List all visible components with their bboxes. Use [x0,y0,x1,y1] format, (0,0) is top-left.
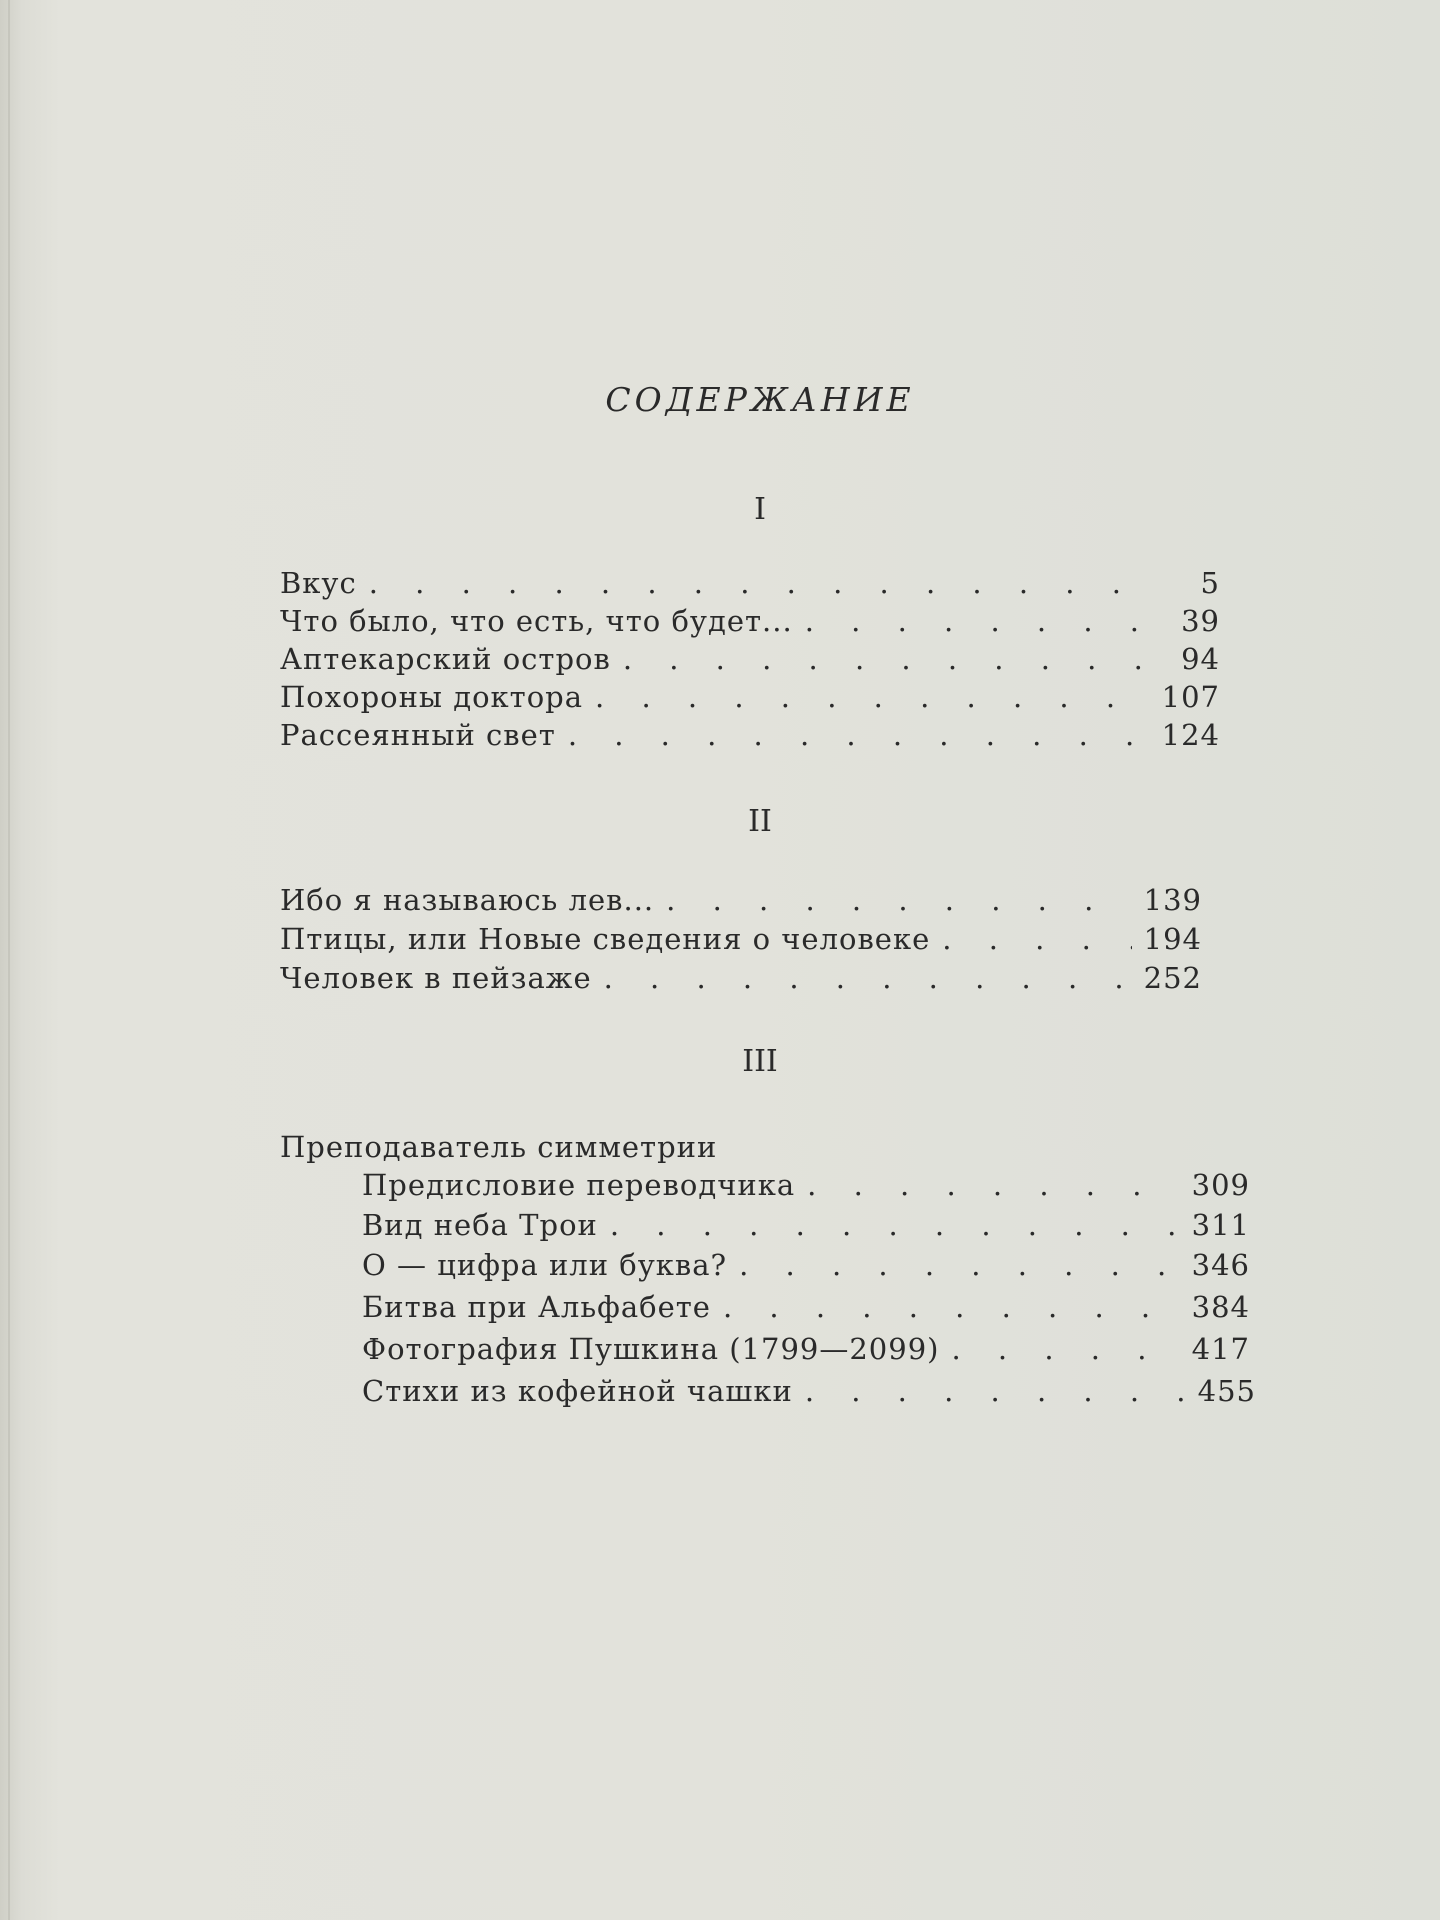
entry-title: Птицы, или Новые сведения о человеке [280,922,931,956]
leader-dots [930,922,1132,956]
entry-title: Человек в пейзаже [280,961,592,995]
section-numeral-1: I [754,492,766,527]
entry-page: 346 [1191,1248,1250,1282]
entry-page: 94 [1181,642,1220,676]
entry-page: 107 [1161,680,1220,714]
toc-entry [362,1208,1250,1246]
toc-entry [362,1374,1256,1412]
toc-entry [280,680,1220,718]
leader-dots [592,961,1132,995]
entry-title: Фотография Пушкина (1799—2099) [362,1332,940,1366]
leader-dots [357,566,1150,600]
entry-page: 384 [1191,1290,1250,1324]
entry-title: Рассеянный свет [280,718,556,752]
leader-dots [598,1208,1180,1242]
entry-page: 139 [1143,883,1202,917]
toc-entry [280,922,1202,960]
parent-entry-title: Преподаватель симметрии [280,1130,718,1164]
toc-entry [280,642,1220,680]
contents-heading: СОДЕРЖАНИЕ [605,380,915,419]
entry-page: 5 [1200,566,1220,600]
leader-dots [793,1374,1186,1408]
leader-dots [583,680,1150,714]
section-numeral-2: II [748,804,772,839]
entry-page: 252 [1143,961,1202,995]
entry-title: Вкус [280,566,357,600]
section-numeral-3: III [742,1044,778,1079]
toc-entry [362,1168,1250,1206]
toc-entry [280,604,1220,642]
entry-title: Ибо я называюсь лев... [280,883,655,917]
leader-dots [611,642,1150,676]
toc-entry [362,1248,1250,1286]
leader-dots [727,1248,1180,1282]
entry-title: Аптекарский остров [280,642,611,676]
entry-title: Предисловие переводчика [362,1168,796,1202]
entry-page: 39 [1181,604,1220,638]
page-edge [8,0,10,1920]
entry-title: Битва при Альфабете [362,1290,711,1324]
entry-page: 417 [1191,1332,1250,1366]
entry-title: О — цифра или буква? [362,1248,728,1282]
entry-page: 124 [1161,718,1220,752]
leader-dots [795,1168,1180,1202]
entry-page: 455 [1197,1374,1256,1408]
toc-entry [280,883,1202,921]
entry-title: Вид неба Трои [362,1208,598,1242]
leader-dots [793,604,1150,638]
leader-dots [939,1332,1180,1366]
leader-dots [711,1290,1180,1324]
toc-entry [280,566,1220,604]
entry-title: Что было, что есть, что будет... [280,604,793,638]
toc-entry [280,961,1202,999]
entry-page: 194 [1143,922,1202,956]
entry-page: 311 [1191,1208,1250,1242]
entry-page: 309 [1191,1168,1250,1202]
toc-entry [280,718,1220,756]
entry-title: Похороны доктора [280,680,584,714]
entry-title: Стихи из кофейной чашки [362,1374,793,1408]
toc-entry [362,1290,1250,1328]
toc-entry [362,1332,1250,1370]
leader-dots [654,883,1132,917]
leader-dots [556,718,1150,752]
